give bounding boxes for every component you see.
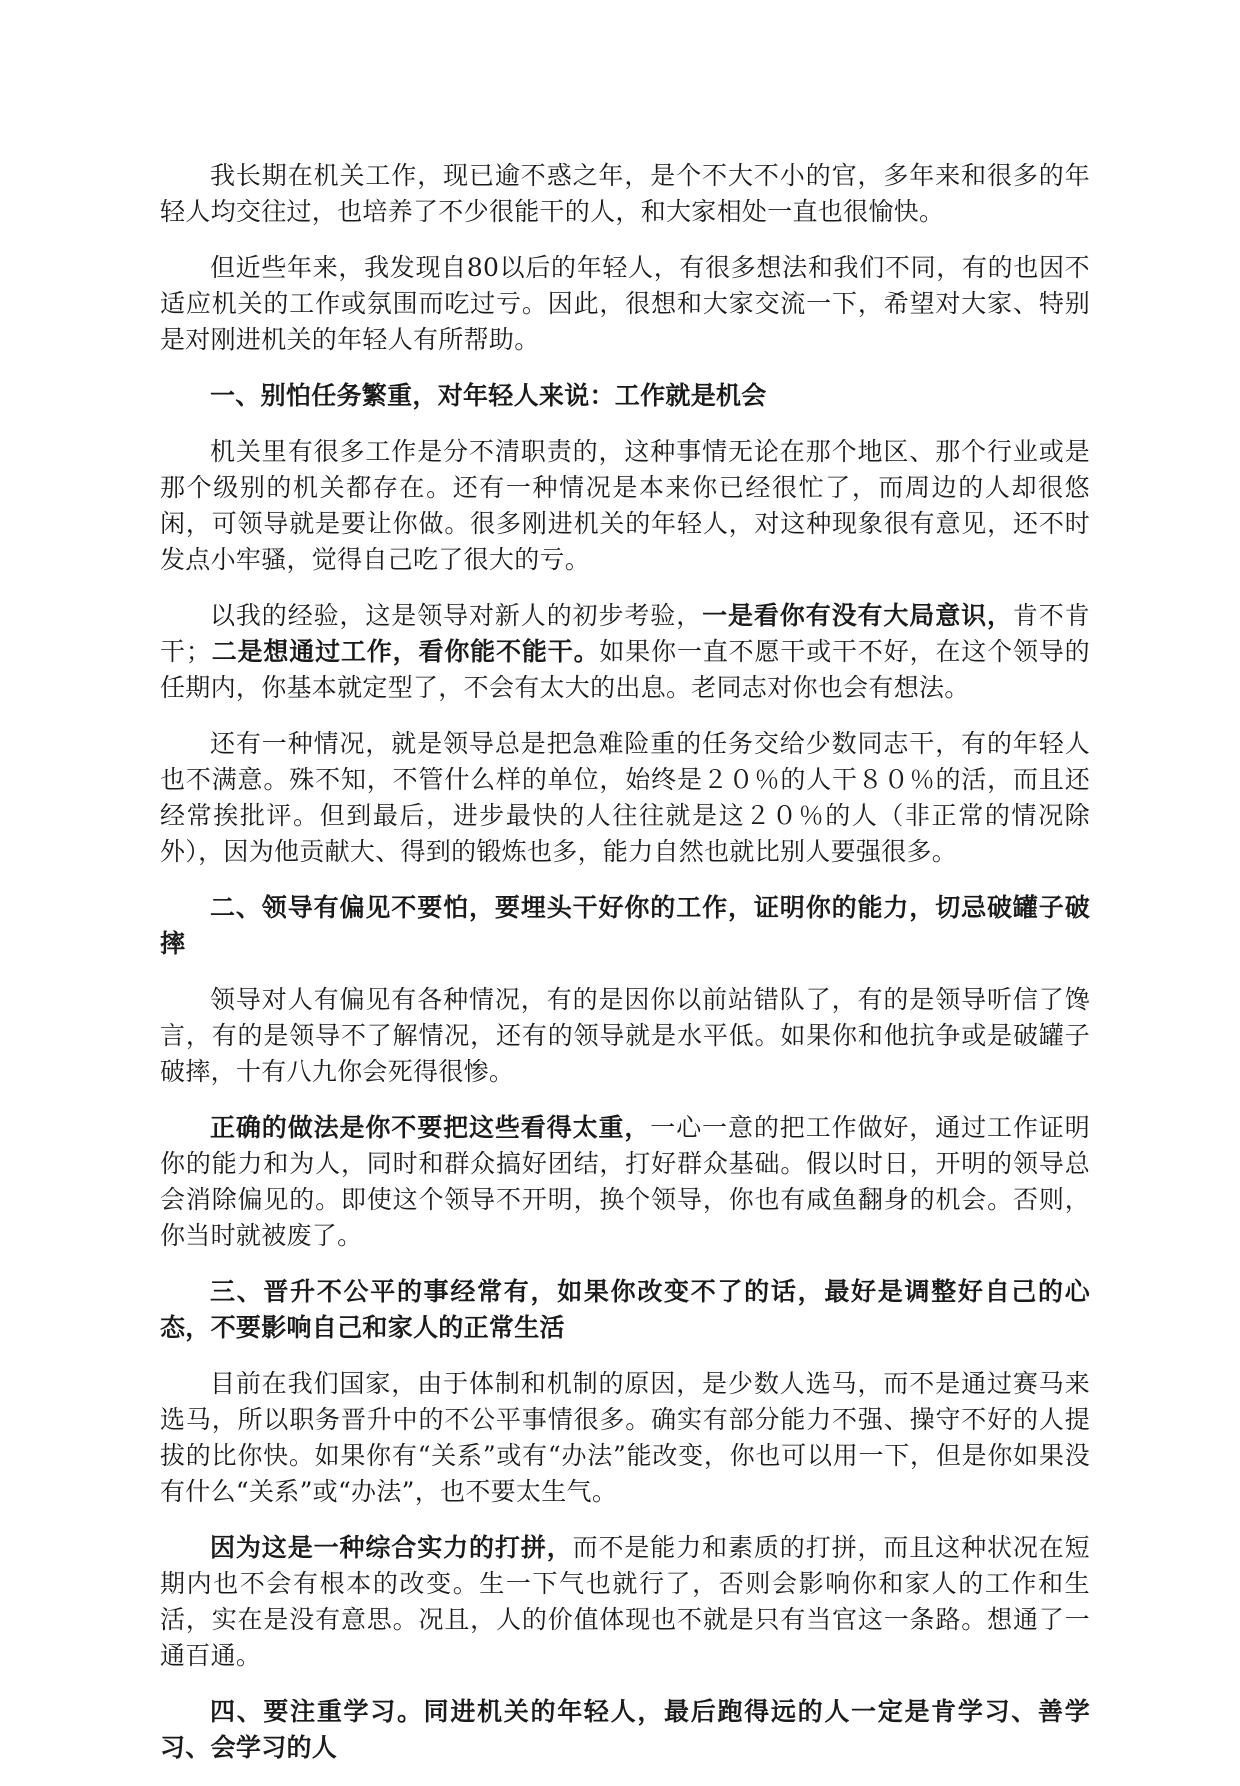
body-paragraph [160, 1110, 1090, 1254]
document-page [160, 158, 1090, 1786]
body-paragraph [160, 1530, 1090, 1674]
body-paragraph: 但近些年来，我发现自80以后的年轻人，有很多想法和我们不同，有的也因不适应机关的工作或氛围而吃过亏。因此，很想和大家交流一下，希望对大家、特别是对刚进机关的年轻人有所帮助。 [160, 253, 1090, 354]
paragraph-segment: 如果你一直不愿干或干不好，在这个领导的任期内，你基本就定型了，不会有太大的出息。老同志对你也会有想法。 [160, 637, 1090, 702]
bold-phrase: 二是想通过工作，看你能不能干。 [211, 637, 600, 666]
body-paragraph: 还有一种情况，就是领导总是把急难险重的任务交给少数同志干，有的年轻人也不满意。殊不知，不管什么样的单位，始终是２０％的人干８０％的活，而且还经常挨批评。但到最后，进步最快的人往往就是这２０％的人（非正常的情况除外），因为他贡献大、得到的锻炼也多，能力自然也就比别人要强很多。 [160, 729, 1090, 866]
paragraph-segment: 肯不肯干； [160, 601, 1090, 666]
body-paragraph: 领导对人有偏见有各种情况，有的是因你以前站错队了，有的是领导听信了馋言，有的是领导不了解情况，还有的领导就是水平低。如果你和他抗争或是破罐子破摔，十有八九你会死得很惨。 [160, 985, 1090, 1086]
section-heading: 四、要注重学习。同进机关的年轻人，最后跑得远的人一定是肯学习、善学习、会学习的人 [160, 1697, 1090, 1762]
section-heading: 三、晋升不公平的事经常有，如果你改变不了的话，最好是调整好自己的心态，不要影响自己和家人的正常生活 [160, 1277, 1090, 1342]
body-paragraph: 机关里有很多工作是分不清职责的，这种事情无论在那个地区、那个行业或是那个级别的机关都存在。还有一种情况是本来你已经很忙了，而周边的人却很悠闲，可领导就是要让你做。很多刚进机关的年轻人，对这种现象很有意见，还不时发点小牢骚，觉得自己吃了很大的亏。 [160, 437, 1090, 574]
paragraph-segment: 而不是能力和素质的打拼，而且这种状况在短期内也不会有根本的改变。生一下气也就行了，否则会影响你和家人的工作和生活，实在是没有意思。况且，人的价值体现也不就是只有当官这一条路。想通了一通百通。 [160, 1533, 1090, 1670]
bold-phrase: 因为这是一种综合实力的打拼， [210, 1533, 573, 1562]
body-paragraph [160, 598, 1090, 706]
body-paragraph: 目前在我们国家，由于体制和机制的原因，是少数人选马，而不是通过赛马来选马，所以职务晋升中的不公平事情很多。确实有部分能力不强、操守不好的人提拔的比你快。如果你有“关系”或有“办法”能改变，你也可以用一下，但是你如果没有什么“关系”或“办法”，也不要太生气。 [160, 1369, 1090, 1506]
paragraph-segment: 一心一意的把工作做好，通过工作证明你的能力和为人，同时和群众搞好团结，打好群众基础。假以时日，开明的领导总会消除偏见的。即使这个领导不开明，换个领导，你也有咸鱼翻身的机会。否则，你当时就被废了。 [160, 1113, 1090, 1250]
bold-phrase: 正确的做法是你不要把这些看得太重， [210, 1113, 651, 1142]
section-heading: 二、领导有偏见不要怕，要埋头干好你的工作，证明你的能力，切忌破罐子破摔 [160, 893, 1090, 958]
section-heading: 一、别怕任务繁重，对年轻人来说：工作就是机会 [210, 381, 767, 410]
body-paragraph: 我长期在机关工作，现已逾不惑之年，是个不大不小的官，多年来和很多的年轻人均交往过，也培养了不少很能干的人，和大家相处一直也很愉快。 [160, 161, 1090, 226]
paragraph-segment: 以我的经验，这是领导对新人的初步考验， [210, 601, 703, 630]
bold-phrase: 一是看你有没有大局意识， [702, 601, 1013, 630]
